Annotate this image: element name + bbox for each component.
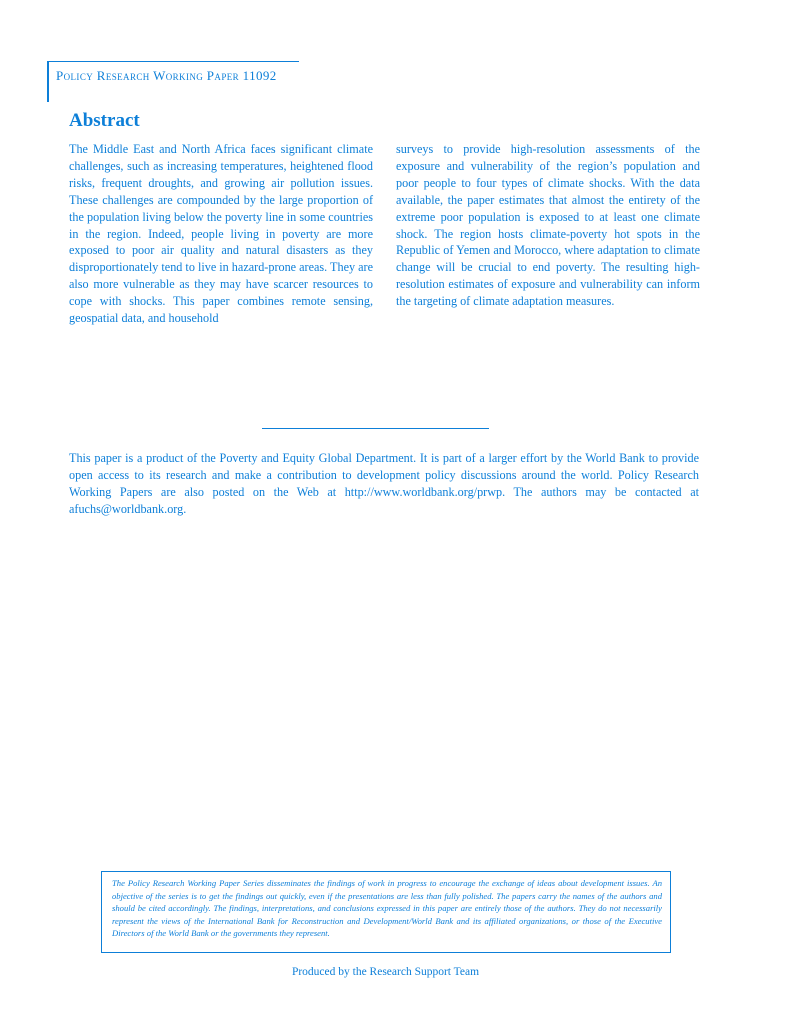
product-note: This paper is a product of the Poverty and Equity Global Department. It is part of a larger effort by the World Bank to provide open access to its research and make a contribution to development policy discussions around the world. Policy Research Working Papers are also posted on the Web at http://www.worldbank.org/prwp. The authors may be contacted at afuchs@worldbank.org. — [69, 451, 699, 516]
footer-credit: Produced by the Research Support Team — [291, 966, 480, 978]
series-side-bar — [47, 61, 49, 102]
disclaimer-text: The Policy Research Working Paper Series disseminates the findings of work in progress to encourage the exchange of ideas about development issues. An objective of the series is to get the findings out quickly, even if the presentations are less than fully polished. The papers carry the names of the authors and should be cited accordingly. The findings, interpretations, and conclusions expressed in this paper are entirely those of the authors. They do not necessarily represent the views of the International Bank for Reconstruction and Development/World Bank and its affiliated organizations, or those of the Executive Directors of the World Bank or the governments they represent. — [112, 878, 662, 939]
section-divider — [262, 428, 489, 429]
series-title: Policy Research Working Paper 11092 — [56, 68, 277, 83]
abstract-heading: Abstract — [69, 110, 140, 131]
series-top-rule — [47, 61, 299, 62]
abstract-column-right: surveys to provide high-resolution assessments of the exposure and vulnerability of the region’s population and poor people to four types of climate shocks. With the data available, the paper estimates that almost the entirety of the extreme poor population is exposed to at least one climate shock. The region hosts climate-poverty hot spots in the Republic of Yemen and Morocco, where adaptation to climate change will be crucial to end poverty. The resulting high-resolution estimates of exposure and vulnerability can inform the targeting of climate adaptation measures. — [396, 142, 700, 309]
abstract-column-left: The Middle East and North Africa faces significant climate challenges, such as increasing temperatures, heightened flood risks, frequent droughts, and growing air pollution issues. These challenges are compounded by the large proportion of the population living below the poverty line in some countries in the region. Indeed, people living in poverty are more exposed to poor air quality and natural disasters as they disproportionately tend to live in hazard-prone areas. They are also more vulnerable as they may have scarcer resources to cope with shocks. This paper combines remote sensing, geospatial data, and household — [69, 142, 374, 326]
disclaimer-box — [101, 871, 671, 953]
